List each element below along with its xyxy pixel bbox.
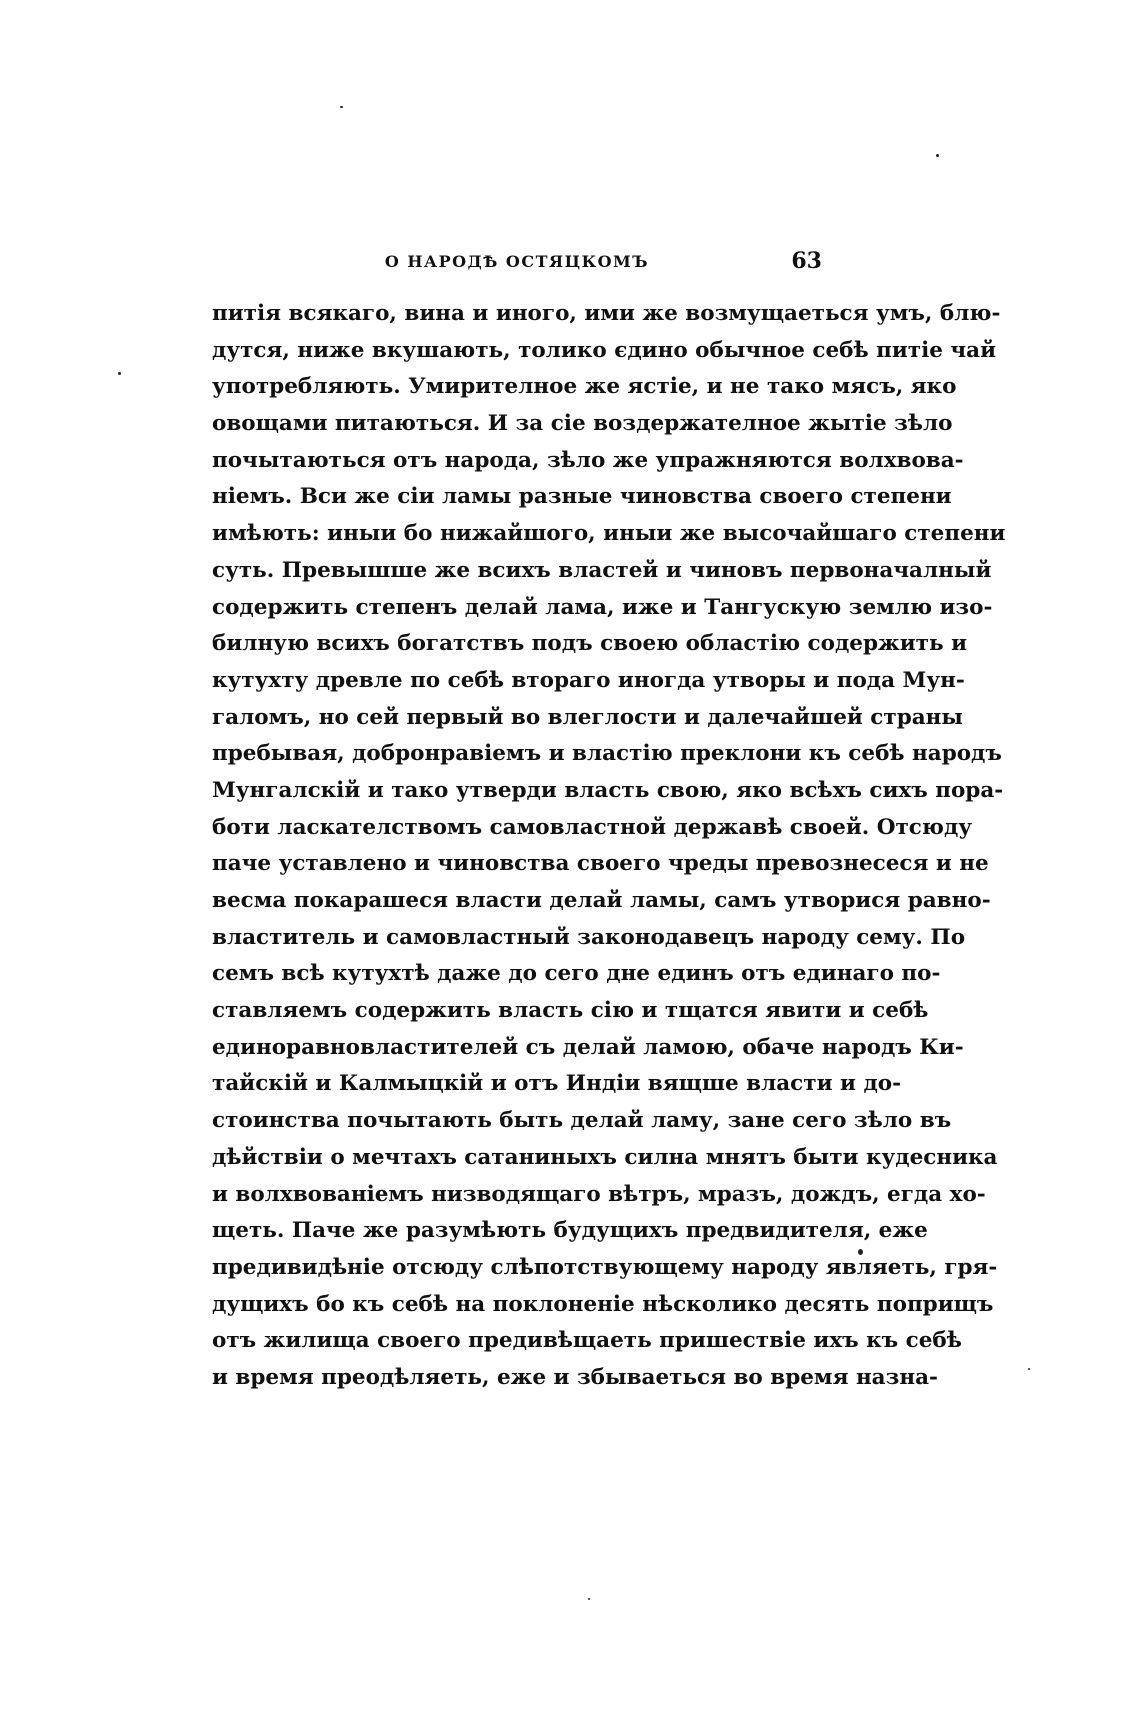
scan-speck: [118, 372, 121, 375]
text-line: ніемъ. Вси же сіи ламы разные чиновства своего степени: [212, 484, 952, 510]
text-line: боти ласкателствомъ самовластной державѣ своей. Отсюду: [212, 814, 973, 840]
text-line: дутся, ниже вкушають, толико єдино обычное себѣ питіе чай: [212, 337, 997, 363]
text-line: и волхвованіемъ низводящаго вѣтръ, мразъ, дождъ, егда хо-: [212, 1181, 986, 1207]
text-line: питія всякаго, вина и иного, ими же возмущаеться умъ, блю-: [212, 301, 1001, 326]
text-line: и время преодѣляеть, еже и збываеться во время назна-: [212, 1364, 938, 1390]
scan-speck: [936, 154, 939, 157]
text-line: паче уставлено и чиновства своего чреды превознесеся и не: [212, 851, 989, 877]
text-line: дѣйствіи о мечтахъ сатаниныхъ силна мнятъ быти кудесника: [212, 1144, 998, 1170]
text-line: дущихъ бо къ себѣ на поклоненіе нѣсколико десять поприщъ: [212, 1291, 994, 1317]
text-line: властитель и самовластный законодавецъ народу сему. По: [212, 924, 966, 950]
text-line: билную всихъ богатствъ подъ своею областію содержить и: [212, 631, 968, 657]
running-title: О НАРОДѢ ОСТЯЦКОМЪ: [384, 252, 650, 271]
scan-speck: [340, 106, 343, 108]
text-line: кутухту древле по себѣ втораго иногда утворы и пода Мун-: [212, 667, 965, 693]
body-text: [212, 296, 1006, 1397]
text-line: единоравновластителей съ делай ламою, обаче народъ Ки-: [212, 1034, 964, 1060]
text-line: овощами питаються. И за сіе воздержателное жытіе зѣло: [212, 411, 953, 437]
text-line: отъ жилища своего предивѣщаеть пришествіе ихъ къ себѣ: [212, 1328, 962, 1354]
text-line: ставляемъ содержить власть сію и тщатся явити и себѣ: [212, 998, 929, 1024]
text-line: предивидѣніе отсюду слѣпотствующему народу являеть, гря-: [212, 1254, 998, 1280]
scan-speck: [858, 1249, 863, 1255]
page-number: 63: [791, 248, 822, 274]
text-line: содержить степенъ делай лама, иже и Тангускую землю изо-: [212, 594, 993, 620]
text-line: имѣють: иныи бо нижайшого, иныи же высочайшаго степени: [212, 521, 1006, 547]
text-line: семъ всѣ кутухтѣ даже до сего дне единъ отъ единаго по-: [212, 961, 941, 987]
text-line: суть. Превышше же всихъ властей и чиновъ первоначалный: [212, 557, 992, 583]
running-header: [212, 248, 822, 278]
text-line: щеть. Паче же разумѣють будущихъ предвидителя, еже: [212, 1218, 928, 1244]
scan-speck: [588, 1598, 590, 1600]
scan-speck: [1028, 1368, 1030, 1370]
text-line: стоинства почытають быть делай ламу, зане сего зѣло въ: [212, 1108, 952, 1134]
text-line: тайскій и Калмыцкій и отъ Индіи вящше власти и до-: [212, 1071, 902, 1097]
text-line: галомъ, но сей первый во влеглости и далечайшей страны: [212, 704, 963, 730]
text-line: почытаються отъ народа, зѣло же упражняются волхвова-: [212, 447, 964, 473]
text-line: пребывая, добронравіемъ и властію преклони къ себѣ народъ: [212, 741, 1002, 767]
text-line: весма покарашеся власти делай ламы, самъ утворися равно-: [212, 888, 991, 913]
text-line: употребляють. Умирителное же ястіе, и не тако мясъ, яко: [212, 374, 957, 400]
text-line: Мунгалскій и тако утверди власть свою, яко всѣхъ сихъ пора-: [212, 777, 1004, 803]
